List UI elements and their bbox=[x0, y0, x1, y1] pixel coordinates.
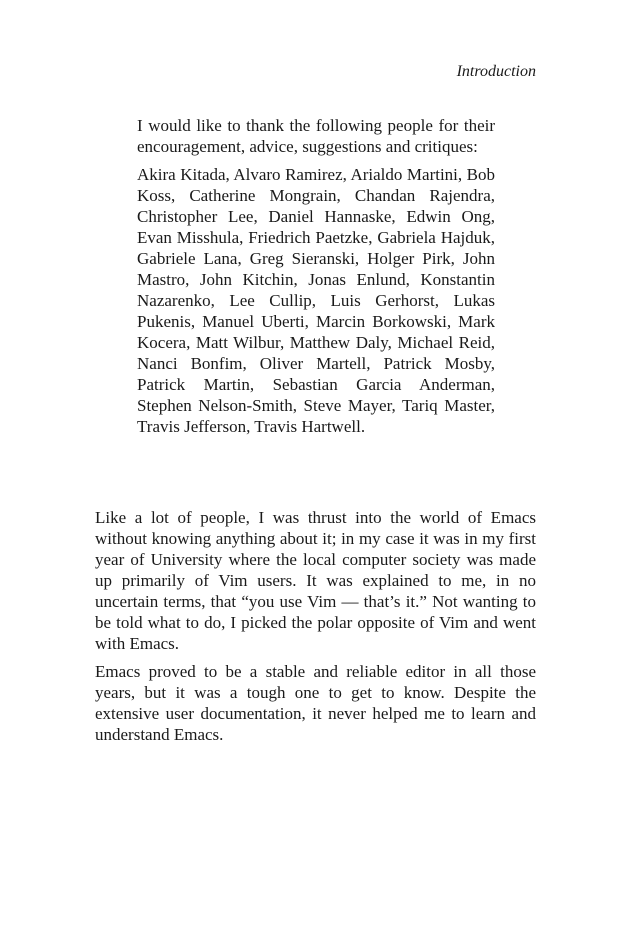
running-header: Introduction bbox=[456, 63, 536, 80]
acknowledgements-intro: I would like to thank the following people for their encouragement, advice, suggestions and critiques: bbox=[137, 116, 495, 156]
body-text bbox=[95, 507, 536, 745]
body-paragraph: Emacs proved to be a stable and reliable editor in all those years, but it was a tough one to get to know. Despite the extensive user documentation, it never helped me to learn and understand Emacs. bbox=[95, 662, 536, 744]
body-paragraph: Like a lot of people, I was thrust into the world of Emacs without knowing anything about it; in my case it was in my first year of University where the local computer society was made up primarily of Vim users. It was explained to me, in no uncertain terms, that “you use Vim — that’s it.” Not wanting to be told what to do, I picked the polar opposite of Vim and went with Emacs. bbox=[95, 508, 536, 653]
acknowledgements-block bbox=[137, 115, 495, 437]
acknowledgements-names: Akira Kitada, Alvaro Ramirez, Arialdo Martini, Bob Koss, Catherine Mongrain, Chandan Rajendra, Christopher Lee, Daniel Hannaske, Edwin Ong, Evan Misshula, Friedrich Paetzke, Gabriela Hajduk, Gabriele Lana, Greg Sieranski, Holger Pirk, John Mastro, John Kitchin, Jonas Enlund, Konstantin Nazarenko, Lee Cullip, Luis Gerhorst, Lukas Pukenis, Manuel Uberti, Marcin Borkowski, Mark Kocera, Matt Wilbur, Matthew Daly, Michael Reid, Nanci Bonfim, Oliver Martell, Patrick Mosby, Patrick Martin, Sebastian Garcia Anderman, Stephen Nelson-Smith, Steve Mayer, Tariq Master, Travis Jefferson, Travis Hartwell. bbox=[137, 165, 495, 436]
